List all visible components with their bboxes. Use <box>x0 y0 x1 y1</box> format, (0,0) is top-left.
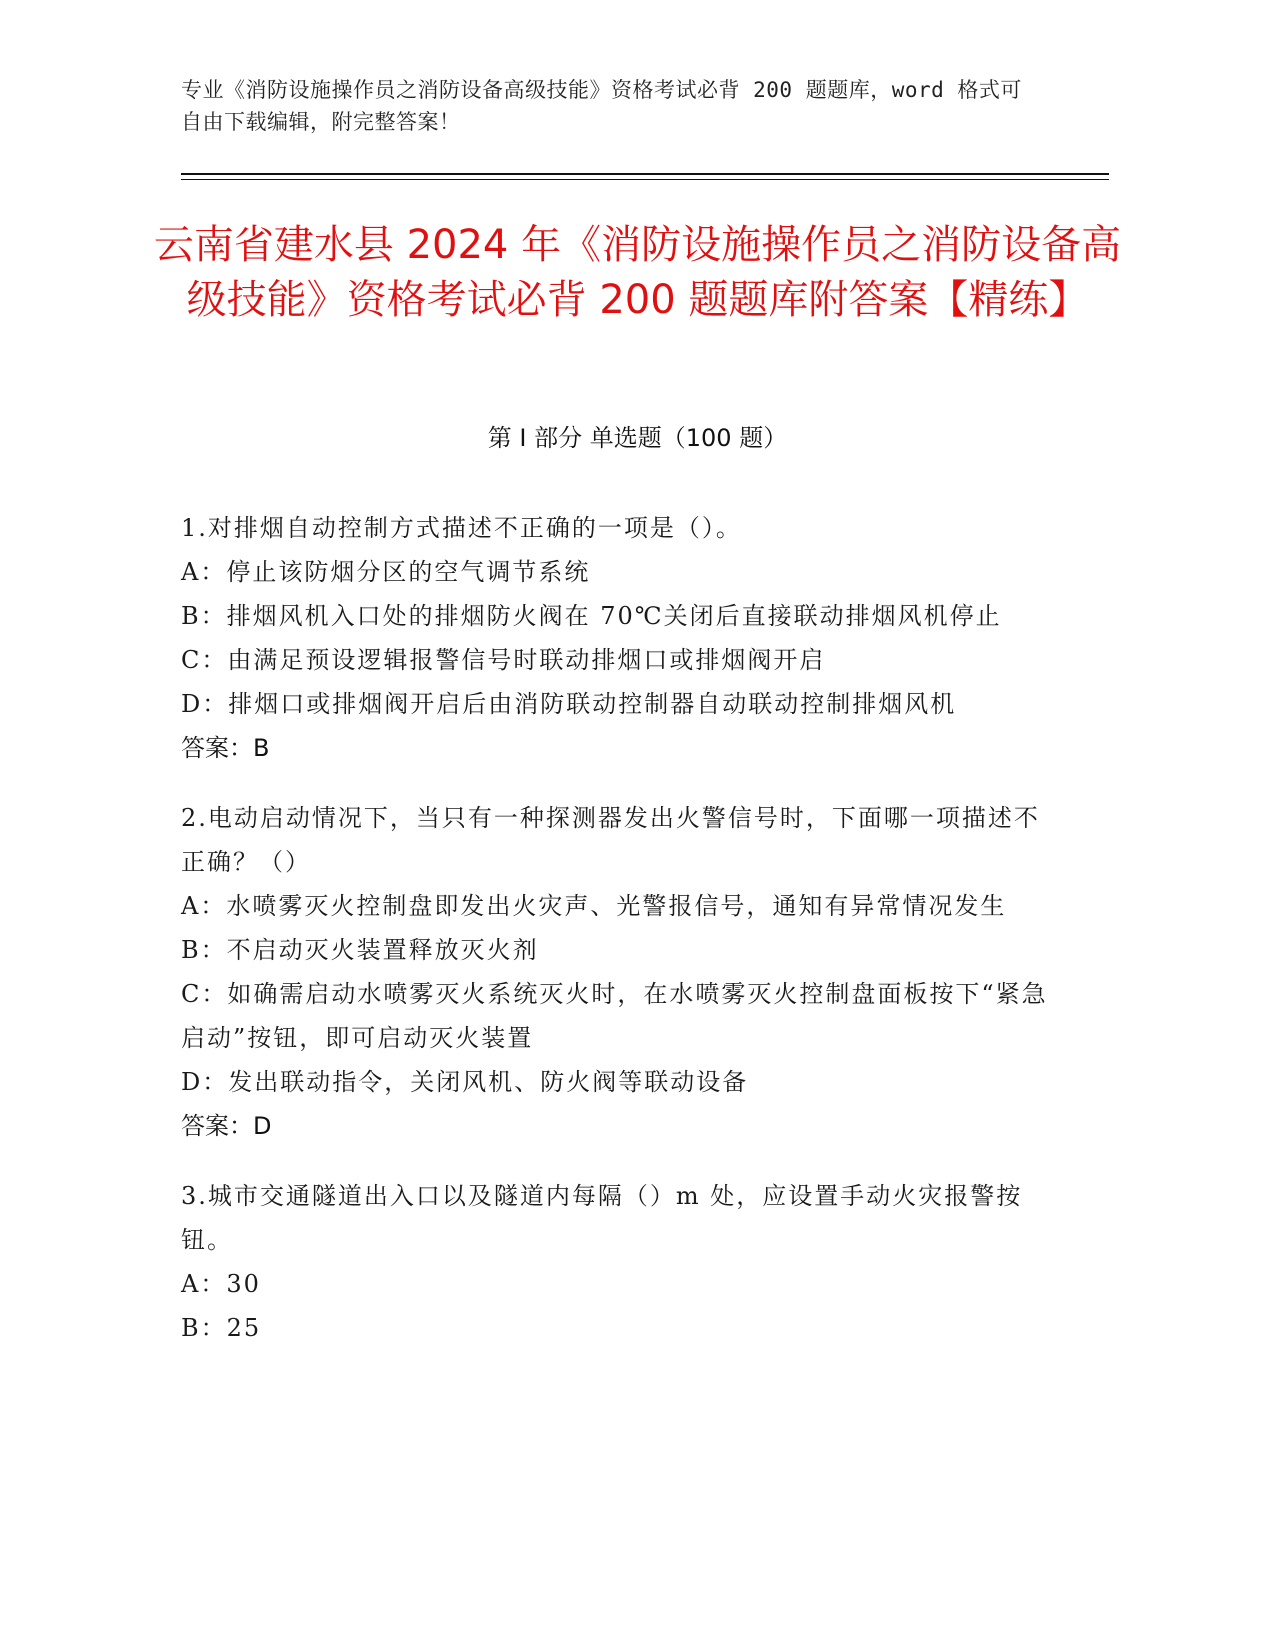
question-stem: 2.电动启动情况下，当只有一种探测器发出火警信号时，下面哪一项描述不正确？（） <box>181 804 1040 876</box>
question-stem: 1.对排烟自动控制方式描述不正确的一项是（）。 <box>181 514 742 542</box>
option-d: D：排烟口或排烟阀开启后由消防联动控制器自动联动控制排烟风机 <box>181 690 957 718</box>
header-divider-thin <box>181 179 1109 180</box>
option-d: D：发出联动指令，关闭风机、防火阀等联动设备 <box>181 1068 749 1096</box>
header-divider-thick <box>181 173 1109 175</box>
option-c: C：由满足预设逻辑报警信号时联动排烟口或排烟阀开启 <box>181 646 826 674</box>
option-a: A：水喷雾灭火控制盘即发出火灾声、光警报信号，通知有异常情况发生 <box>181 892 1007 920</box>
option-b: B：不启动灭火装置释放灭火剂 <box>181 936 539 964</box>
option-a: A：30 <box>181 1270 261 1298</box>
section-heading: 第 I 部分 单选题（100 题） <box>487 424 788 452</box>
question-stem: 3.城市交通隧道出入口以及隧道内每隔（）m 处，应设置手动火灾报警按钮。 <box>181 1182 1023 1254</box>
question-2 <box>181 796 1051 1148</box>
document-title: 云南省建水县 2024 年《消防设施操作员之消防设备高级技能》资格考试必背 200 题题库附答案【精练】 <box>153 222 1122 323</box>
option-a: A：停止该防烟分区的空气调节系统 <box>181 558 591 586</box>
option-c: C：如确需启动水喷雾灭火系统灭火时，在水喷雾灭火控制盘面板按下“紧急启动”按钮，即可启动灭火装置 <box>181 980 1048 1052</box>
answer: 答案：D <box>181 1112 272 1140</box>
question-1 <box>181 506 1051 770</box>
option-b: B：25 <box>181 1314 262 1342</box>
question-list <box>181 506 1051 1376</box>
option-b: B：排烟风机入口处的排烟防火阀在 70℃关闭后直接联动排烟风机停止 <box>181 602 1002 630</box>
question-3 <box>181 1174 1051 1350</box>
answer: 答案：B <box>181 734 270 762</box>
header-note: 专业《消防设施操作员之消防设备高级技能》资格考试必背 200 题题库，word 格式可自由下载编辑，附完整答案！ <box>181 78 1022 134</box>
